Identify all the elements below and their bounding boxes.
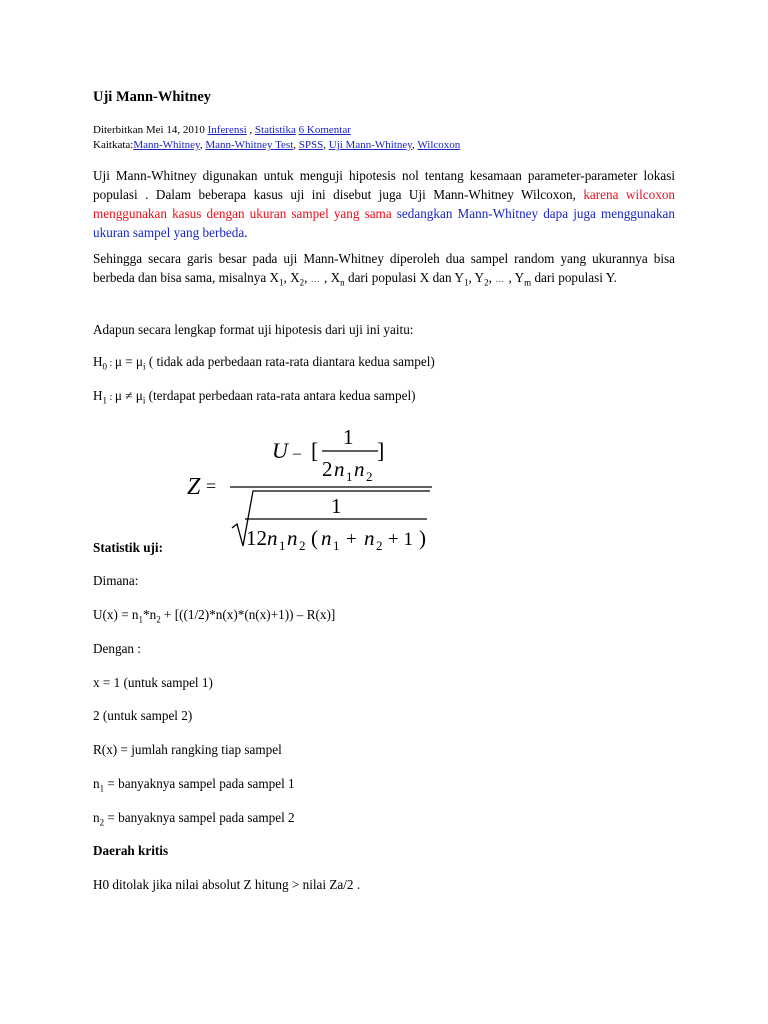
- mu-symbol: μ: [135, 354, 143, 369]
- samples-text: ,: [304, 270, 311, 285]
- u-symbol: U: [272, 438, 288, 463]
- intro-end: .: [244, 225, 248, 240]
- subscript: i: [142, 395, 146, 406]
- intro-text: Uji Mann-Whitney digunakan untuk menguji hipotesis nol tentang kesamaan parameter-parameter lokasi populasi . Dalam beberapa kasus uji ini disebut juga Uji Mann-Whitney Wilcoxon,: [93, 168, 675, 202]
- hypothesis-text: ( tidak ada perbedaan rata-rata diantara kedua sampel): [145, 354, 435, 369]
- sqrt-sub2: 2: [299, 538, 306, 553]
- tag-link[interactable]: Wilcoxon: [417, 139, 461, 151]
- samples-text: , Y: [468, 270, 485, 285]
- x-equals-2: 2 (untuk sampel 2): [93, 708, 193, 723]
- z-equals: =: [206, 476, 217, 496]
- samples-text: , Y: [505, 270, 525, 285]
- intro-paragraph: [93, 166, 675, 242]
- sqrt-sub1: 1: [279, 538, 286, 553]
- subscript: 1: [279, 277, 284, 288]
- h-symbol: H: [93, 354, 103, 369]
- numerator-one: 1: [343, 425, 354, 449]
- plus-one: + 1: [388, 529, 413, 550]
- tag-link[interactable]: Mann-Whitney: [133, 139, 200, 151]
- samples-text: dari populasi Y.: [531, 270, 617, 285]
- tag-link[interactable]: SPSS: [298, 139, 324, 151]
- page-title: Uji Mann-Whitney: [93, 89, 212, 105]
- dimana-label: Dimana:: [93, 573, 139, 588]
- samples-text: , X: [320, 270, 341, 285]
- publish-line: [93, 123, 675, 138]
- subscript: 2: [156, 614, 161, 625]
- subscript: 1: [102, 395, 108, 406]
- tags-label: Kaitkata:: [93, 139, 134, 151]
- n-symbol: n: [93, 776, 100, 791]
- dengan-label: Dengan :: [93, 641, 141, 656]
- subscript: m: [524, 277, 532, 288]
- den-two: 2: [322, 457, 333, 481]
- n1-text: = banyaknya sampel pada sampel 1: [104, 776, 295, 791]
- subscript: 2: [99, 817, 105, 828]
- equals-sign: =: [121, 354, 136, 369]
- left-paren: (: [311, 526, 318, 550]
- ux-formula: [93, 605, 675, 624]
- hypothesis-h0: [93, 352, 675, 373]
- den-n2: n: [354, 457, 365, 481]
- paren-sub2: 2: [376, 538, 383, 553]
- twelve: 12: [246, 526, 267, 550]
- not-equal-sign: ≠: [121, 388, 136, 403]
- tag-link[interactable]: Mann-Whitney Test: [205, 139, 294, 151]
- plus-sign: +: [346, 529, 357, 550]
- subscript: 2: [299, 277, 305, 288]
- hypothesis-h1: [93, 386, 675, 407]
- subscript: n: [340, 277, 345, 288]
- rx-definition: R(x) = jumlah rangking tiap sampel: [93, 742, 282, 757]
- category-link-inferensi[interactable]: Inferensi: [207, 124, 247, 136]
- statistik-heading: Statistik uji:: [93, 540, 163, 555]
- samples-text: ,: [488, 270, 492, 285]
- paren-n1: n: [321, 526, 332, 550]
- n1-definition: [93, 774, 675, 793]
- ellipsis: …: [310, 274, 321, 284]
- hypothesis-text: (terdapat perbedaan rata-rata antara kedua sampel): [145, 388, 416, 403]
- samples-paragraph: [93, 249, 675, 289]
- tag-separator: ,: [412, 139, 418, 151]
- tag-separator: ,: [293, 139, 299, 151]
- den-sub2: 2: [366, 469, 373, 484]
- comments-link[interactable]: 6 Komentar: [298, 124, 351, 136]
- paren-sub1: 1: [333, 538, 340, 553]
- format-paragraph: Adapun secara lengkap format uji hipotesis dari uji ini yaitu:: [93, 322, 414, 337]
- sqrt-n1: n: [267, 526, 278, 550]
- rejection-rule: H0 ditolak jika nilai absolut Z hitung > nilai Za/2 .: [93, 877, 361, 892]
- colon: :: [107, 392, 115, 403]
- left-bracket: [: [311, 438, 319, 463]
- n2-definition: [93, 808, 675, 827]
- mu-symbol: μ: [114, 354, 122, 369]
- ux-text: *n: [143, 607, 157, 622]
- ux-text: U(x) = n: [93, 607, 139, 622]
- subscript: 1: [463, 277, 469, 288]
- x-equals-1: x = 1 (untuk sampel 1): [93, 675, 213, 690]
- category-link-statistika[interactable]: Statistika: [254, 124, 296, 136]
- subscript: 1: [99, 783, 105, 794]
- n-symbol: n: [93, 810, 100, 825]
- den-sub1: 1: [346, 469, 353, 484]
- sqrt-numerator-one: 1: [331, 494, 342, 518]
- den-n1: n: [334, 457, 345, 481]
- subscript: i: [143, 361, 146, 372]
- tag-separator: ,: [199, 139, 206, 151]
- category-separator: ,: [246, 124, 255, 136]
- n2-text: = banyaknya sampel pada sampel 2: [104, 810, 295, 825]
- sqrt-n2: n: [287, 526, 298, 550]
- post-meta: [93, 123, 675, 153]
- ux-text: + [((1/2)*n(x)*(n(x)+1)) – R(x)]: [160, 607, 336, 622]
- samples-text: dari populasi X dan Y: [344, 270, 464, 285]
- subscript: 0: [102, 361, 108, 372]
- samples-text: , X: [283, 270, 300, 285]
- samples-text: Sehingga secara garis besar pada uji Mann-Whitney diperoleh dua sampel random yang ukurannya bisa berbeda dan bisa sama, misalnya X: [93, 251, 675, 285]
- subscript: 2: [484, 277, 489, 288]
- colon: :: [107, 358, 115, 369]
- mu-symbol: μ: [114, 388, 122, 403]
- mu-symbol: μ: [135, 388, 143, 403]
- intro-text-red: karena wilcoxon menggunakan kasus dengan ukuran sampel yang sama: [93, 187, 676, 221]
- publish-date: Diterbitkan Mei 14, 2010: [93, 124, 205, 136]
- paren-n2: n: [364, 526, 375, 550]
- daerah-kritis-heading: Daerah kritis: [93, 843, 169, 858]
- h-symbol: H: [93, 388, 103, 403]
- ellipsis: …: [495, 274, 506, 284]
- u-minus: –: [293, 445, 301, 462]
- right-paren: ): [419, 526, 426, 550]
- subscript: 1: [138, 614, 144, 625]
- z-symbol: Z: [187, 474, 201, 500]
- tag-link[interactable]: Uji Mann-Whitney: [328, 139, 413, 151]
- right-bracket: ]: [377, 438, 385, 463]
- tag-separator: ,: [323, 139, 329, 151]
- intro-text-blue: sedangkan Mann-Whitney dapa juga menggunakan ukuran sampel yang berbeda: [93, 206, 675, 240]
- tags-line: [93, 138, 675, 153]
